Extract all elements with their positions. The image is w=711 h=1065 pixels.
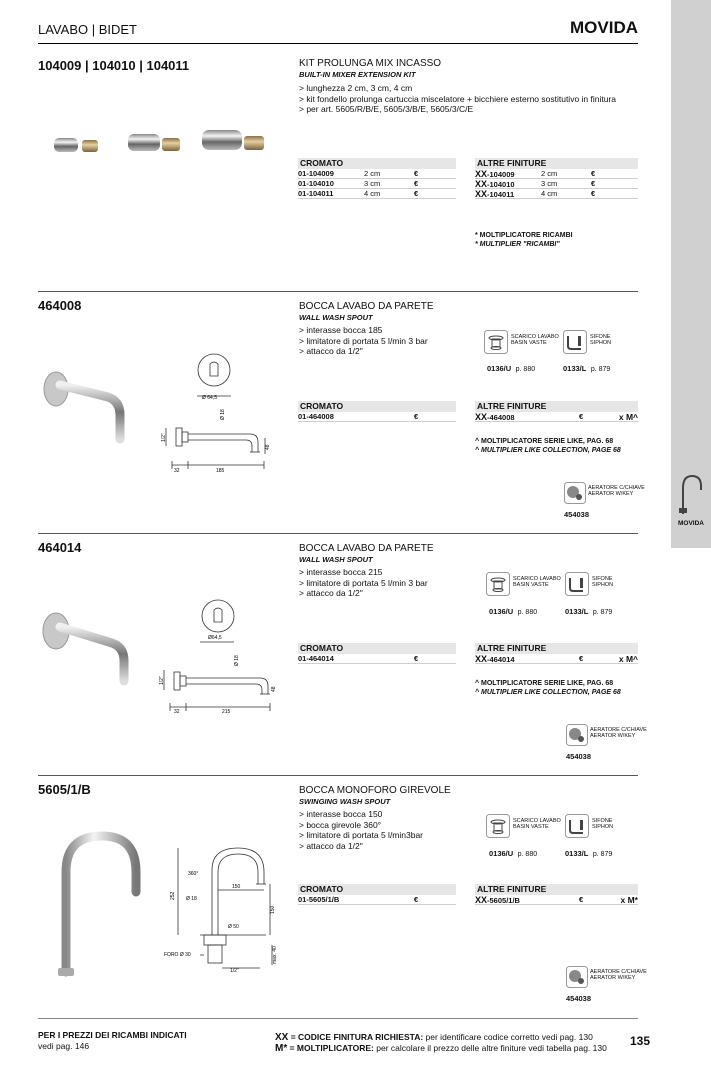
drawing-base-diameter: Ø 50 xyxy=(228,924,239,930)
product-code: 464008 xyxy=(38,298,82,313)
product-bullets: > interasse bocca 215 > limitatore di portata 5 l/min 3 bar > attacco da 1/2" xyxy=(299,567,428,598)
basin-waste-label: SCARICO LAVABO BASIN VASTE xyxy=(511,334,559,346)
product-title: BOCCA LAVABO DA PARETE xyxy=(299,543,434,554)
chrome-table-header: CROMATO xyxy=(298,884,456,895)
header-divider xyxy=(38,43,638,44)
aerator-accessory xyxy=(566,724,647,748)
chrome-table xyxy=(298,401,456,422)
drawing-wall-diameter: Ø64,5 xyxy=(208,635,222,641)
faucet-icon xyxy=(675,470,705,516)
table-row: XX-104009 2 cm € xyxy=(475,169,638,179)
chrome-table-header: CROMATO xyxy=(298,158,456,169)
siphon-icon xyxy=(565,572,589,596)
drawing-diameter: Ø 18 xyxy=(186,896,197,902)
product-code: 5605/1/B xyxy=(38,782,91,797)
table-row: XX-104010 3 cm € xyxy=(475,179,638,189)
siphon-accessory xyxy=(565,572,625,598)
product-bullets: > interasse bocca 185 > limitatore di portata 5 l/min 3 bar > attacco da 1/2" xyxy=(299,325,428,356)
footer-note: PER I PREZZI DEI RICAMBI INDICATI vedi pag. 146 xyxy=(38,1030,187,1051)
product-subtitle: SWINGING WASH SPOUT xyxy=(299,797,391,806)
multiplier-note: ^ MOLTIPLICATORE SERIE LIKE, PAG. 68 ^ MULTIPLIER LIKE COLLECTION, PAGE 68 xyxy=(475,438,621,454)
technical-drawing xyxy=(160,598,278,716)
aerator-label: AERATORE C/CHIAVE AERATOR W/KEY xyxy=(590,969,647,981)
drawing-thread: 1/2" xyxy=(161,433,167,442)
product-code: 104009 | 104010 | 104011 xyxy=(38,58,190,73)
basin-waste-ref: 0136/U p. 880 xyxy=(489,607,538,616)
product-bullets: > lunghezza 2 cm, 3 cm, 4 cm > kit fondello prolunga cartuccia miscelatore + bicchiere esterno sostitutivo in finitura > per art. 5605/R/B/E, 5605/3/B/E, 5605/3/C/E xyxy=(299,83,617,114)
siphon-label: SIFONE SIPHON xyxy=(590,334,612,346)
basin-waste-ref: 0136/U p. 880 xyxy=(489,849,538,858)
aerator-label: AERATORE C/CHIAVE AERATOR W/KEY xyxy=(590,727,647,739)
aerator-code: 454038 xyxy=(566,752,592,761)
table-row: 01-104010 3 cm € xyxy=(298,179,456,189)
chrome-table-header: CROMATO xyxy=(298,643,456,654)
product-title: BOCCA LAVABO DA PARETE xyxy=(299,301,434,312)
product-subtitle: WALL WASH SPOUT xyxy=(299,555,373,564)
drawing-hole: FORO Ø 30 xyxy=(164,952,191,958)
side-tab[interactable] xyxy=(671,0,711,548)
drawing-spout-height: 150 xyxy=(270,905,276,914)
aerator-code: 454038 xyxy=(564,510,590,519)
chrome-table xyxy=(298,158,456,199)
siphon-icon xyxy=(565,814,589,838)
other-finishes-header: ALTRE FINITURE xyxy=(475,158,638,169)
product-title: BOCCA MONOFORO GIREVOLE xyxy=(299,785,451,796)
product-subtitle: BUILT-IN MIXER EXTENSION KIT xyxy=(299,70,416,79)
aerator-icon xyxy=(566,966,588,988)
other-finishes-table xyxy=(475,401,638,422)
other-finishes-table xyxy=(475,643,638,664)
aerator-icon xyxy=(564,482,586,504)
drawing-height: 48 xyxy=(265,444,271,450)
siphon-icon xyxy=(563,330,587,354)
drawing-base: 32 xyxy=(174,709,180,715)
page-number: 135 xyxy=(630,1034,651,1048)
footer-divider xyxy=(38,1018,638,1019)
siphon-accessory xyxy=(565,814,625,840)
drawing-base: 32 xyxy=(174,468,180,474)
basin-waste-label: SCARICO LAVABO BASIN VASTE xyxy=(513,576,561,588)
other-finishes-table xyxy=(475,884,638,905)
table-row: 01-464014 € xyxy=(298,654,456,664)
table-row: XX-104011 4 cm € xyxy=(475,189,638,199)
drawing-wall-diameter: Ø 64,5 xyxy=(202,395,218,401)
basin-waste-icon xyxy=(486,814,510,838)
table-row: 01-104011 4 cm € xyxy=(298,189,456,199)
basin-waste-accessory xyxy=(486,814,561,840)
siphon-ref: 0133/L p. 879 xyxy=(565,849,613,858)
basin-waste-label: SCARICO LAVABO BASIN VASTE xyxy=(513,818,561,830)
multiplier-note: ^ MOLTIPLICATORE SERIE LIKE, PAG. 68 ^ MULTIPLIER LIKE COLLECTION, PAGE 68 xyxy=(475,680,621,696)
table-row: 01-5605/1/B € xyxy=(298,895,456,905)
table-row: 01-464008 € xyxy=(298,412,456,422)
footer-legend: XX = CODICE FINITURA RICHIESTA: per identificare codice corretto vedi pag. 130 M* = MOLTIPLICATORE: per calcolare il prezzo delle altre finiture vedi tabella pag. 130 xyxy=(275,1032,607,1054)
drawing-length: 185 xyxy=(216,468,225,474)
siphon-ref: 0133/L p. 879 xyxy=(563,364,611,373)
drawing-spout-diameter: Ø 18 xyxy=(220,409,226,420)
chrome-table xyxy=(298,884,456,905)
drawing-max: max. 40 xyxy=(272,946,278,964)
product-bullets: > interasse bocca 150 > bocca girevole 360° > limitatore di portata 5 l/min3bar > attacco da 1/2" xyxy=(299,809,424,851)
product-title: KIT PROLUNGA MIX INCASSO xyxy=(299,58,442,69)
drawing-length: 215 xyxy=(222,709,231,715)
aerator-label: AERATORE C/CHIAVE AERATOR W/KEY xyxy=(588,485,645,497)
drawing-spout-diameter: Ø 18 xyxy=(234,655,240,666)
table-row: XX-5605/1/B € x M* xyxy=(475,895,638,905)
other-finishes-table xyxy=(475,158,638,199)
siphon-ref: 0133/L p. 879 xyxy=(565,607,613,616)
basin-waste-icon xyxy=(484,330,508,354)
wall-spout-image xyxy=(38,365,128,445)
basin-waste-ref: 0136/U p. 880 xyxy=(487,364,536,373)
brand-title: MOVIDA xyxy=(570,18,638,37)
extension-kit-image xyxy=(50,128,275,163)
section-divider xyxy=(38,533,638,534)
basin-waste-accessory xyxy=(484,330,559,356)
basin-waste-icon xyxy=(486,572,510,596)
siphon-accessory xyxy=(563,330,623,356)
aerator-icon xyxy=(566,724,588,746)
basin-waste-accessory xyxy=(486,572,561,598)
table-row: XX-464008 € x M^ xyxy=(475,412,638,422)
table-row: 01-104009 2 cm € xyxy=(298,169,456,179)
other-finishes-header: ALTRE FINITURE xyxy=(475,884,638,895)
siphon-label: SIFONE SIPHON xyxy=(592,818,614,830)
other-finishes-header: ALTRE FINITURE xyxy=(475,401,638,412)
product-code: 464014 xyxy=(38,540,82,555)
drawing-thread: 1/2" xyxy=(159,676,165,685)
chrome-table-header: CROMATO xyxy=(298,401,456,412)
other-finishes-header: ALTRE FINITURE xyxy=(475,643,638,654)
aerator-accessory xyxy=(566,966,647,990)
drawing-reach: 150 xyxy=(232,884,241,890)
chrome-table xyxy=(298,643,456,664)
technical-drawing xyxy=(160,840,280,975)
drawing-rotation: 360° xyxy=(188,871,199,877)
technical-drawing xyxy=(162,352,277,474)
side-tab-label: MOVIDA xyxy=(678,520,704,527)
aerator-accessory xyxy=(564,482,645,506)
wall-spout-image xyxy=(36,605,131,685)
swinging-spout-image xyxy=(44,822,144,982)
drawing-height: 48 xyxy=(271,686,277,692)
drawing-thread: 1/2" xyxy=(230,968,239,974)
table-row: XX-464014 € x M^ xyxy=(475,654,638,664)
header-category: LAVABO | BIDET xyxy=(38,22,137,37)
multiplier-note: * MOLTIPLICATORE RICAMBI * MULTIPLIER "RICAMBI" xyxy=(475,232,573,248)
product-subtitle: WALL WASH SPOUT xyxy=(299,313,373,322)
section-divider xyxy=(38,775,638,776)
section-divider xyxy=(38,291,638,292)
siphon-label: SIFONE SIPHON xyxy=(592,576,614,588)
aerator-code: 454038 xyxy=(566,994,592,1003)
drawing-height: 252 xyxy=(170,891,176,900)
